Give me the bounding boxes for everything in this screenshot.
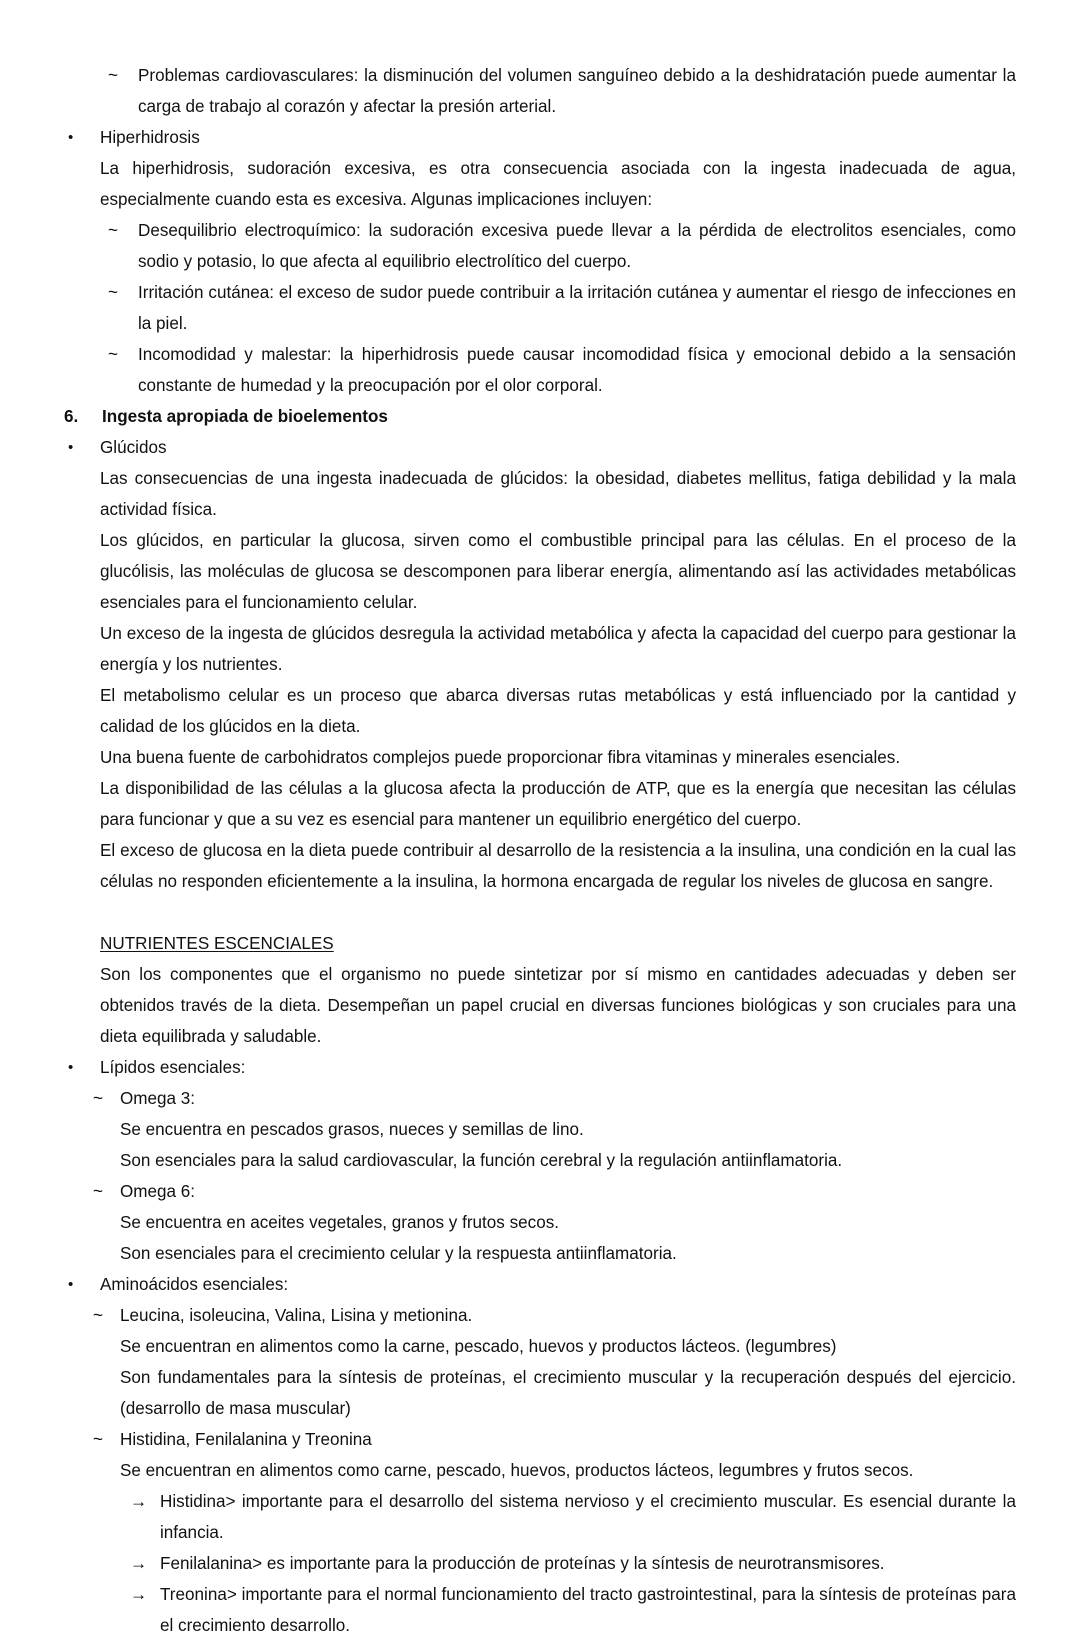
list-item-text: Hiperhidrosis La hiperhidrosis, sudoración excesiva, es otra consecuencia asociada con la ingesta inadecuada de agua, especialmente cuando esta es excesiva. Algunas implicaciones incluyen: [100, 122, 1016, 215]
paragraph: Son los componentes que el organismo no puede sintetizar por sí mismo en cantidades adecuadas y deben ser obtenidos través de la dieta. Desempeñan un papel crucial en diversas funciones biológicas y son cruciales para una dieta equilibrada y saludable. [100, 965, 1016, 1046]
section-heading-text: Ingesta apropiada de bioelementos [102, 407, 388, 426]
tilde-bullet-icon: ~ [93, 1182, 103, 1201]
paragraph: Los glúcidos, en particular la glucosa, sirven como el combustible principal para las células. En el proceso de la glucólisis, las moléculas de glucosa se descomponen para liberar energía, alimentando así las actividades metabólicas esenciales para el funcionamiento celular. [100, 531, 1016, 612]
paragraph: Un exceso de la ingesta de glúcidos desregula la actividad metabólica y afecta la capacidad del cuerpo para gestionar la energía y los nutrientes. [100, 624, 1016, 674]
round-bullet-icon: • [68, 129, 74, 146]
arrow-right-icon: → [130, 1554, 148, 1573]
list-item [64, 277, 1016, 339]
paragraph: La disponibilidad de las células a la glucosa afecta la producción de ATP, que es la energía que necesitan las células para funcionar y que a su vez es esencial para mantener un equilibrio energético del cuerpo. [100, 779, 1016, 829]
list-item-leucina [64, 1300, 1016, 1424]
paragraph: El metabolismo celular es un proceso que abarca diversas rutas metabólicas y está influenciado por la cantidad y calidad de los glúcidos en la dieta. [100, 686, 1016, 736]
paragraph: Las consecuencias de una ingesta inadecuada de glúcidos: la obesidad, diabetes mellitus, fatiga debilidad y la mala actividad física. [100, 469, 1016, 519]
tilde-bullet-icon: ~ [108, 66, 118, 85]
list-item [64, 339, 1016, 401]
arrow-right-icon: → [130, 1492, 148, 1511]
paragraph: Son esenciales para el crecimiento celular y la respuesta antiinflamatoria. [120, 1244, 677, 1263]
list-item-text: Aminoácidos esenciales: [100, 1275, 289, 1294]
list-item-text: Irritación cutánea: el exceso de sudor puede contribuir a la irritación cutánea y aumentar el riesgo de infecciones en la piel. [138, 283, 1016, 333]
paragraph: El exceso de glucosa en la dieta puede contribuir al desarrollo de la resistencia a la insulina, una condición en la cual las células no responden eficientemente a la insulina, la hormona encargada de regular los niveles de glucosa en sangre. [100, 841, 1016, 891]
list-item-text: Histidina, Fenilalanina y Treonina Se encuentran en alimentos como carne, pescado, huevos, productos lácteos, legumbres y frutos secos. [120, 1424, 1016, 1486]
blank-line [100, 897, 1016, 928]
list-item-arrow-treonina [64, 1579, 1016, 1641]
arrow-right-icon: → [130, 1585, 148, 1604]
list-item-text: Fenilalanina> es importante para la producción de proteínas y la síntesis de neurotransmisores. [160, 1554, 885, 1573]
tilde-bullet-icon: ~ [108, 283, 118, 302]
list-item-arrow-fenilalanina [64, 1548, 1016, 1579]
list-item-text: Desequilibrio electroquímico: la sudoración excesiva puede llevar a la pérdida de electrolitos esenciales, como sodio y potasio, lo que afecta al equilibrio electrolítico del cuerpo. [138, 221, 1016, 271]
round-bullet-icon: • [68, 439, 74, 456]
tilde-bullet-icon: ~ [93, 1306, 103, 1325]
list-item-lipidos [64, 1052, 1016, 1083]
subsection-heading-nutrientes: NUTRIENTES ESCENCIALES [100, 934, 334, 953]
list-item-hiperhidrosis [64, 122, 1016, 215]
paragraph: Una buena fuente de carbohidratos complejos puede proporcionar fibra vitaminas y minerales esenciales. [100, 748, 901, 767]
list-item-aminoacidos [64, 1269, 1016, 1300]
list-item [64, 60, 1016, 122]
list-item-text: Incomodidad y malestar: la hiperhidrosis puede causar incomodidad física y emocional debido a la sensación constante de humedad y la preocupación por el olor corporal. [138, 345, 1016, 395]
list-item-text: Glúcidos Las consecuencias de una ingesta inadecuada de glúcidos: la obesidad, diabetes mellitus, fatiga debilidad y la mala actividad física. Los glúcidos, en particular la glucosa, sirven como el combustible principal para las células. En el proceso de la glucólisis, las moléculas de glucosa se descomponen para liberar energía, alimentando así las actividades metabólicas esenciales para el funcionamiento celular. Un exceso de la ingesta de glúcidos desregula la actividad metabólica y afecta la capacidad del cuerpo para gestionar la energía y los nutrientes. El metabolismo celular es un proceso que abarca diversas rutas metabólicas y está influenciado por la cantidad y calidad de los glúcidos en la dieta. Una buena fuente de carbohidratos complejos puede proporcionar fibra vitaminas y minerales esenciales. La disponibilidad de las células a la glucosa afecta la producción de ATP, que es la energía que necesitan las células para funcionar y que a su vez es esencial para mantener un equilibrio energético del cuerpo. El exceso de glucosa en la dieta puede contribuir al desarrollo de la resistencia a la insulina, una condición en la cual las células no responden eficientemente a la insulina, la hormona encargada de regular los niveles de glucosa en sangre. NUTRIENTES ESCENCIALES Son los componentes que el organismo no puede sintetizar por sí mismo en cantidades adecuadas y deben ser obtenidos través de la dieta. Desempeñan un papel crucial en diversas funciones biológicas y son cruciales para una dieta equilibrada y saludable. [100, 432, 1016, 1052]
tilde-bullet-icon: ~ [108, 221, 118, 240]
list-item-text: Omega 3: Se encuentra en pescados grasos, nueces y semillas de lino. Son esenciales para la salud cardiovascular, la función cerebral y la regulación antiinflamatoria. [120, 1083, 1016, 1176]
paragraph: Se encuentra en aceites vegetales, granos y frutos secos. [120, 1213, 559, 1232]
list-item-omega-3 [64, 1083, 1016, 1176]
list-item-text: Treonina> importante para el normal funcionamiento del tracto gastrointestinal, para la síntesis de proteínas para el crecimiento desarrollo. [160, 1585, 1016, 1635]
list-item [64, 215, 1016, 277]
paragraph: Se encuentra en pescados grasos, nueces y semillas de lino. [120, 1120, 584, 1139]
list-item-text: Leucina, isoleucina, Valina, Lisina y metionina. Se encuentran en alimentos como la carne, pescado, huevos y productos lácteos. (legumbres) Son fundamentales para la síntesis de proteínas, el crecimiento muscular y la recuperación después del ejercicio. (desarrollo de masa muscular) [120, 1300, 1016, 1424]
paragraph: La hiperhidrosis, sudoración excesiva, es otra consecuencia asociada con la ingesta inadecuada de agua, especialmente cuando esta es excesiva. Algunas implicaciones incluyen: [100, 159, 1016, 209]
document-body [64, 60, 1016, 1641]
list-item-glucidos [64, 432, 1016, 1052]
section-heading-6 [64, 401, 1016, 432]
list-item-text: Omega 6: Se encuentra en aceites vegetales, granos y frutos secos. Son esenciales para el crecimiento celular y la respuesta antiinflamatoria. [120, 1176, 1016, 1269]
round-bullet-icon: • [68, 1059, 74, 1076]
section-number: 6. [64, 407, 79, 426]
list-item-text: Problemas cardiovasculares: la disminución del volumen sanguíneo debido a la deshidratación puede aumentar la carga de trabajo al corazón y afectar la presión arterial. [138, 66, 1016, 116]
round-bullet-icon: • [68, 1276, 74, 1293]
list-item-omega-6 [64, 1176, 1016, 1269]
tilde-bullet-icon: ~ [108, 345, 118, 364]
list-item-text: Lípidos esenciales: [100, 1058, 246, 1077]
tilde-bullet-icon: ~ [93, 1089, 103, 1108]
list-item-arrow-histidina [64, 1486, 1016, 1548]
paragraph: Se encuentran en alimentos como la carne, pescado, huevos y productos lácteos. (legumbres) [120, 1337, 837, 1356]
paragraph: Son fundamentales para la síntesis de proteínas, el crecimiento muscular y la recuperación después del ejercicio. (desarrollo de masa muscular) [120, 1368, 1016, 1418]
list-item-text: Histidina> importante para el desarrollo del sistema nervioso y el crecimiento muscular. Es esencial durante la infancia. [160, 1492, 1016, 1542]
paragraph: Son esenciales para la salud cardiovascular, la función cerebral y la regulación antiinflamatoria. [120, 1151, 843, 1170]
list-item-histidina [64, 1424, 1016, 1486]
tilde-bullet-icon: ~ [93, 1430, 103, 1449]
paragraph: Se encuentran en alimentos como carne, pescado, huevos, productos lácteos, legumbres y frutos secos. [120, 1461, 914, 1480]
